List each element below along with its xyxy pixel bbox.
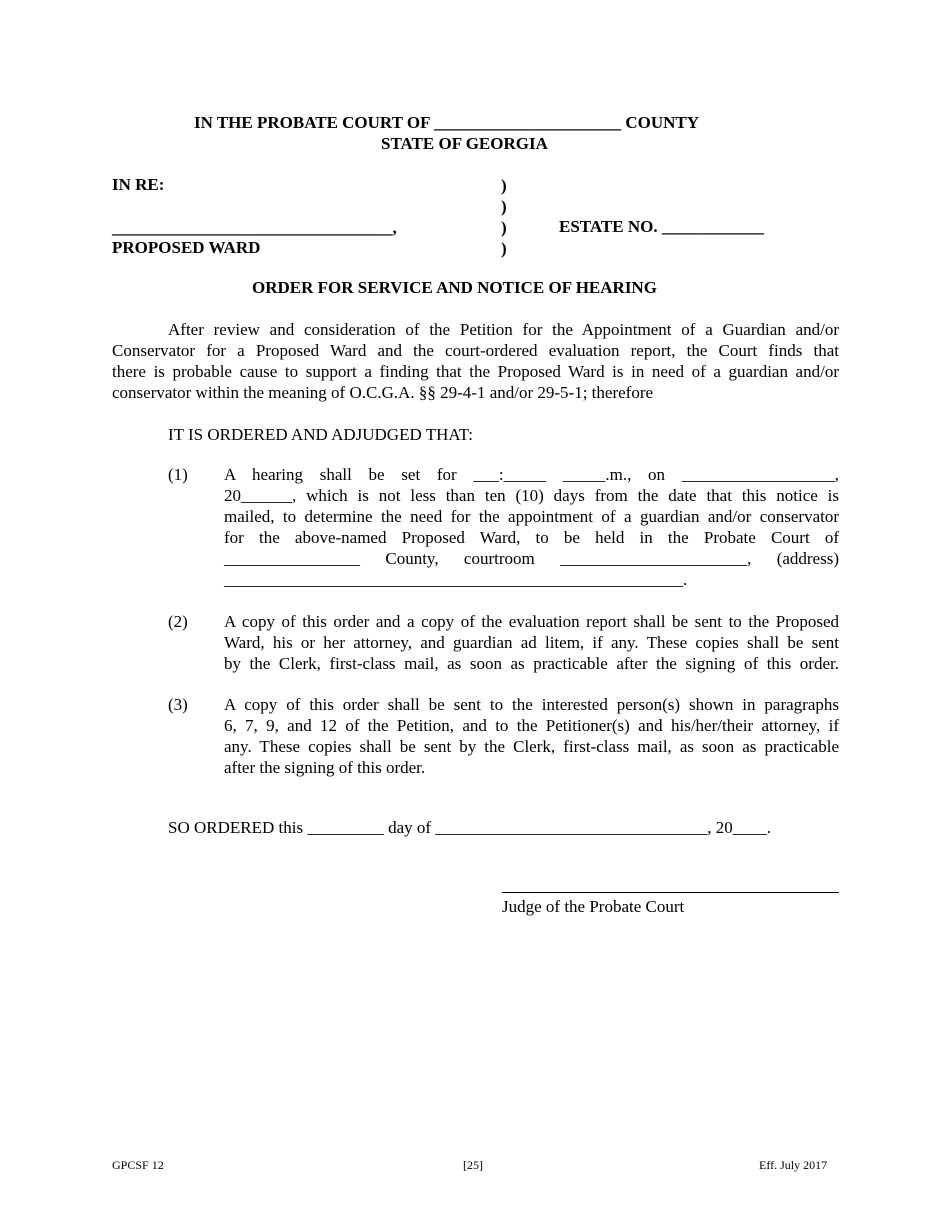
signature-line [502, 875, 839, 893]
item-line: ______________________________________________________. [224, 570, 688, 589]
item-line: A copy of this order and a copy of the evaluation report shall be sent to the Proposed [224, 612, 839, 631]
page-number: [25] [463, 1158, 483, 1172]
item-line: for the above-named Proposed Ward, to be held in the Probate Court of [224, 528, 839, 547]
in-re-label: IN RE: [112, 175, 165, 194]
item-line: ________________ County, courtroom ______________________, (address) [224, 549, 839, 568]
item-number: (1) [168, 465, 188, 484]
item-line: 6, 7, 9, and 12 of the Petition, and to the Petitioner(s) and his/her/their attorney, if [224, 716, 839, 735]
caption-paren: ) [501, 218, 507, 237]
item-line: after the signing of this order. [224, 758, 426, 777]
so-ordered-line: SO ORDERED this _________ day of ________________________________, 20____. [168, 818, 772, 837]
ward-name-blank: _________________________________, [112, 218, 397, 237]
intro-line: there is probable cause to support a finding that the Proposed Ward is in need of a guardian and/or [112, 362, 839, 381]
state-heading: STATE OF GEORGIA [381, 134, 548, 153]
ordered-heading: IT IS ORDERED AND ADJUDGED THAT: [168, 425, 474, 444]
signature-label: Judge of the Probate Court [502, 897, 685, 916]
item-line: A copy of this order shall be sent to the interested person(s) shown in paragraphs [224, 695, 839, 714]
item-line: 20______, which is not less than ten (10) days from the date that this notice is [224, 486, 839, 505]
item-line: by the Clerk, first-class mail, as soon as practicable after the signing of this order. [224, 654, 839, 673]
intro-line: Conservator for a Proposed Ward and the court-ordered evaluation report, the Court finds that [112, 341, 839, 360]
court-heading: IN THE PROBATE COURT OF ______________________ COUNTY [194, 113, 700, 132]
intro-line: After review and consideration of the Petition for the Appointment of a Guardian and/or [168, 320, 839, 339]
proposed-ward-label: PROPOSED WARD [112, 238, 261, 257]
caption-paren: ) [501, 176, 507, 195]
item-line: Ward, his or her attorney, and guardian ad litem, if any. These copies shall be sent [224, 633, 839, 652]
item-number: (2) [168, 612, 188, 631]
item-number: (3) [168, 695, 188, 714]
intro-line: conservator within the meaning of O.C.G.A. §§ 29-4-1 and/or 29-5-1; therefore [112, 383, 654, 402]
caption-paren: ) [501, 239, 507, 258]
estate-number: ESTATE NO. ____________ [559, 217, 764, 236]
caption-paren: ) [501, 197, 507, 216]
item-line: any. These copies shall be sent by the Clerk, first-class mail, as soon as practicable [224, 737, 839, 756]
item-line: A hearing shall be set for ___:_____ _____.m., on __________________, [224, 465, 839, 484]
document-title: ORDER FOR SERVICE AND NOTICE OF HEARING [252, 278, 657, 297]
item-line: mailed, to determine the need for the appointment of a guardian and/or conservator [224, 507, 839, 526]
form-id: GPCSF 12 [112, 1158, 164, 1172]
effective-date: Eff. July 2017 [759, 1158, 828, 1172]
